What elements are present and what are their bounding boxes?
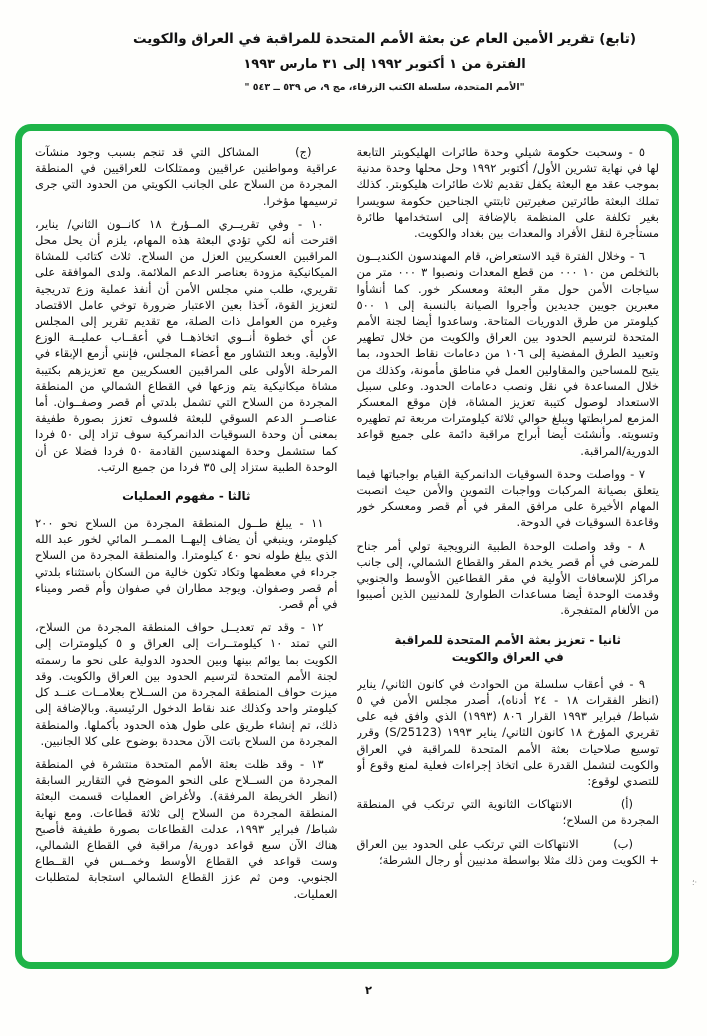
column-left — [35, 142, 338, 954]
paragraph-11: ١١ - يبلغ طــول المنطقة المجردة من السلاح نحو ٢٠٠ كيلومتر، وينبغي أن يضاف إليهــا الممــر المائي لخور عبد الله الذي يبلغ طوله نحو ٤٠ كيلومترا. والمنطقة المجردة من السلاح جرداء في معظمها وتكاد تكون خالية من السكان باستثناء بلدتي أم قصر وصفوان. ويوجد مطاران في صفوان وأم قصر وميناء في أم قصر. — [35, 516, 338, 612]
scan-artifact-mark: ؛· — [692, 878, 698, 887]
source-citation: "الأمم المتحدة، سلسلة الكتب الزرقاء، مج ٩، ص ٥٣٩ ــ ٥٤٣ " — [244, 82, 525, 94]
report-title: (تابع) تقرير الأمين العام عن بعثة الأمم المتحدة للمراقبة في العراق والكويت — [132, 31, 637, 47]
green-border-frame — [15, 124, 679, 969]
paragraph-13: ١٣ - وقد ظلت بعثة الأمم المتحدة منتشرة في المنطقة المجردة من الســلاح على النحو الموضح في التقارير السابقة (انظر الخريطة المرفقة). ولأغراض العمليات قسمت البعثة المنطقة المجردة من السلاح إلى ثلاثة قطاعات. ومع نهاية شباط/ فبراير ١٩٩٣، عدلت القطاعات بصورة طفيفة فأصبح هناك الآن سبع قواعد دورية/ مراقبة في القطاع الشمالي، وست قواعد في القطاع الأوسط وخمــس في القــطاع الجنوبي. ومن ثم عزز القطاع الشمالي استجابة لمتطلبات العمليات. — [35, 756, 338, 901]
report-period: الفترة من ١ أكتوبر ١٩٩٢ إلى ٣١ مارس ١٩٩٣ — [243, 57, 526, 73]
page-number: ٢ — [364, 983, 373, 997]
list-item-b: (ب) الانتهاكات التي ترتكب على الحدود بين العراق + الكويت ومن ذلك مثلا بواسطة مدنيين أو رجال الشرطة؛ — [356, 836, 659, 867]
column-right — [357, 142, 660, 954]
paragraph-9: ٩ - في أعقاب سلسلة من الحوادث في كانون الثاني/ يناير (انظر الفقرات ١٨ - ٢٤ أدناه)، أصدر مجلس الأمن في ٥ شباط/ فبراير ١٩٩٣ القرار ٨٠٦ (١٩٩٣) الذي وافق فيه على تقريري المؤرخ ١٨ كانون الثاني/ يناير ١٩٩٣ (S/25123) وقرر توسيع صلاحيات بعثة الأمم المتحدة للمراقبة في العراق والكويت لتشمل القدرة على اتخاذ إجراءات فعلية لمنع وقوع أو للتصدي لوقوع: — [356, 676, 659, 788]
list-item-a: (أ) الانتهاكات الثانوية التي ترتكب في المنطقة المجردة من السلاح؛ — [356, 797, 659, 828]
paragraph-10: ١٠ - وفي تقريــري المــؤرخ ١٨ كانــون الثاني/ يناير، اقترحت أنه لكي تؤدي البعثة هذه المهام، يلزم أن يحل محل المراقبين العسكريين العزل من السلاح. ثلاث كتائب للمشاة الميكانيكية مزودة بعناصر الدعم الملائمة. ولدى الموافقة على تقريري، طلب مني مجلس الأمن أن أنفذ عملية وزع تدريجية لتعزيز القوة، آخذا بعين الاعتبار ضرورة توخي عامل الاقتصاد وغيره من العوامل ذات الصلة، مع تقديم تقرير إلى المجلس عن أي خطوة أنــوي اتخاذهــا في أعقــاب عمليــة الوزع الأولية. وبعد التشاور مع أعضاء المجلس، فإنني أزمع الإبقاء في المرحلة الأولى على المراقبين العسكريين مع تعزيزهم بكتيبة مشاة ميكانيكية يتم وزعها في القطاع الشمالي من المنطقة المجردة من السلاح التي تشمل بلدتي أم قصر وصفــوان. أما عناصــر الدعم السوقي للبعثة فلسوف تعزز بصورة طفيفة بمعنى أن وحدة السوقيات الدانمركية سوف تزاد إلى ٥٠ فردا كما ستشمل وحدة المهندسين القادمة ٥٠ فردا فضلا عن أن الوحدة الطبية ستزاد إلى ٣٥ فردا من جميع الرتب. — [35, 216, 338, 474]
section-heading-2-line1: ثانيا - تعزيز بعثة الأمم المتحدة للمراقبة — [394, 632, 621, 647]
paragraph-12: ١٢ - وقد تم تعديــل حواف المنطقة المجردة من السلاح، التي تمتد ١٠ كيلومتــرات إلى العراق و ٥ كيلومترات إلى الكويت بما يوائم بينها وبين الحدود الدولية على نحو ما رسمته لجنة الأمم المتحدة لترسيم الحدود بين العراق والكويت. وقد ميزت حواف المنطقة المجردة من الســلاح بعلامــات عنــد كل كيلومتر واحد وكذلك عند نقاط الدخول الرئيسية. وبالإضافة إلى ذلك، تم إنشاء طريق على طول هذه الحدود بأكملها. والمنطقة المجردة من السلاح باتت الآن محددة بوضوح على كلا الجانبين. — [35, 620, 338, 748]
document-header — [70, 30, 699, 93]
section-heading-2 — [357, 632, 660, 666]
list-item-j: (ج) المشاكل التي قد تنجم بسبب وجود منشآت عراقية ومواطنين عراقيين وممتلكات للعراقيين في المنطقة المجردة من السلاح على الجانب الكويتي من الحدود التي جرى ترسيمها مؤخرا. — [35, 145, 338, 208]
paragraph-5: ٥ - وسحبت حكومة شيلي وحدة طائرات الهليكوبتر التابعة لها في نهاية تشرين الأول/ أكتوبر ١٩٩٢ وحل محلها وحدة مدنية بموجب عقد مع البعثة يكفل تقديم ثلاث طائرات هليكوبتر. كذلك تملك البعثة طائرتين صغيرتين ثابتتي الجناحين حكومة سويسرا بغير تكلفة على المنظمة بالإضافة إلى استخدامها طائرة مستأجرة لنقل الأفراد والمعدات بين بغداد والكويت. — [356, 145, 659, 241]
section-heading-2-line2: في العراق والكويت — [451, 649, 564, 664]
paragraph-8: ٨ - وقد واصلت الوحدة الطبية النرويجية تولي أمر جناح للمرضى في أم قصر يخدم المقر والقطاع الشمالي، إلى جانب مراكز للإسعافات الأولية في مقر القطاعين الأوسط والجنوبي وقدمت الوحدة أيضا مساعدات الطوارئ للمدنيين الذين أصيبوا من الألغام المتفجرة. — [356, 538, 659, 618]
paragraph-7: ٧ - وواصلت وحدة السوقيات الدانمركية القيام بواجباتها فيما يتعلق بصيانة المركبات وواجبات التموين والأمن حيث انصبت المهام الأخيرة على مرافق المقر في أم قصر ومعسكر خور وقاعدة السوقيات في الدوحة. — [356, 466, 659, 530]
paragraph-6: ٦ - وخلال الفترة قيد الاستعراض، قام المهندسون الكنديــون بالتخلص من ١٠ ٠٠٠ من قطع المعدات ونصبوا ٣ ٠٠٠ متر من سياجات الأمن حول مقر البعثة ومعسكر خور. كما أنشأوا معبرين جويين جديدين وأجروا الصيانة بالنسبة إلى ١ ٥٠٠ كيلومتر من طرق الدوريات المتاحة. وساعدوا أيضا لجنة الأمم المتحدة لترسيم الحدود بين العراق والكويت من خلال تطهير وتعبيد الطرق المفضية إلى ١٠٦ من دعامات نقاط الحدود، بما يتيح للمساحين والمقاولين العمل في مناطق مأمونة، وكذلك من خلال المساعدة في نقل ونصب دعامات الحدود. وعلى سبيل الاستعداد لوصول كتيبة تعزيز المشاة، فإن موقع المعسكر المزمع لمرابطتها ويبلغ حوالي ثلاثة كيلومترات مربعة تم تطهيره وتسويته. وأنشئت أيضا أبراج مراقبة دائمة على جميع قواعد الدورية/المراقبة. — [356, 249, 659, 458]
two-column-text-area — [35, 142, 659, 954]
section-heading-3: ثالثا - مفهوم العمليات — [122, 489, 251, 504]
